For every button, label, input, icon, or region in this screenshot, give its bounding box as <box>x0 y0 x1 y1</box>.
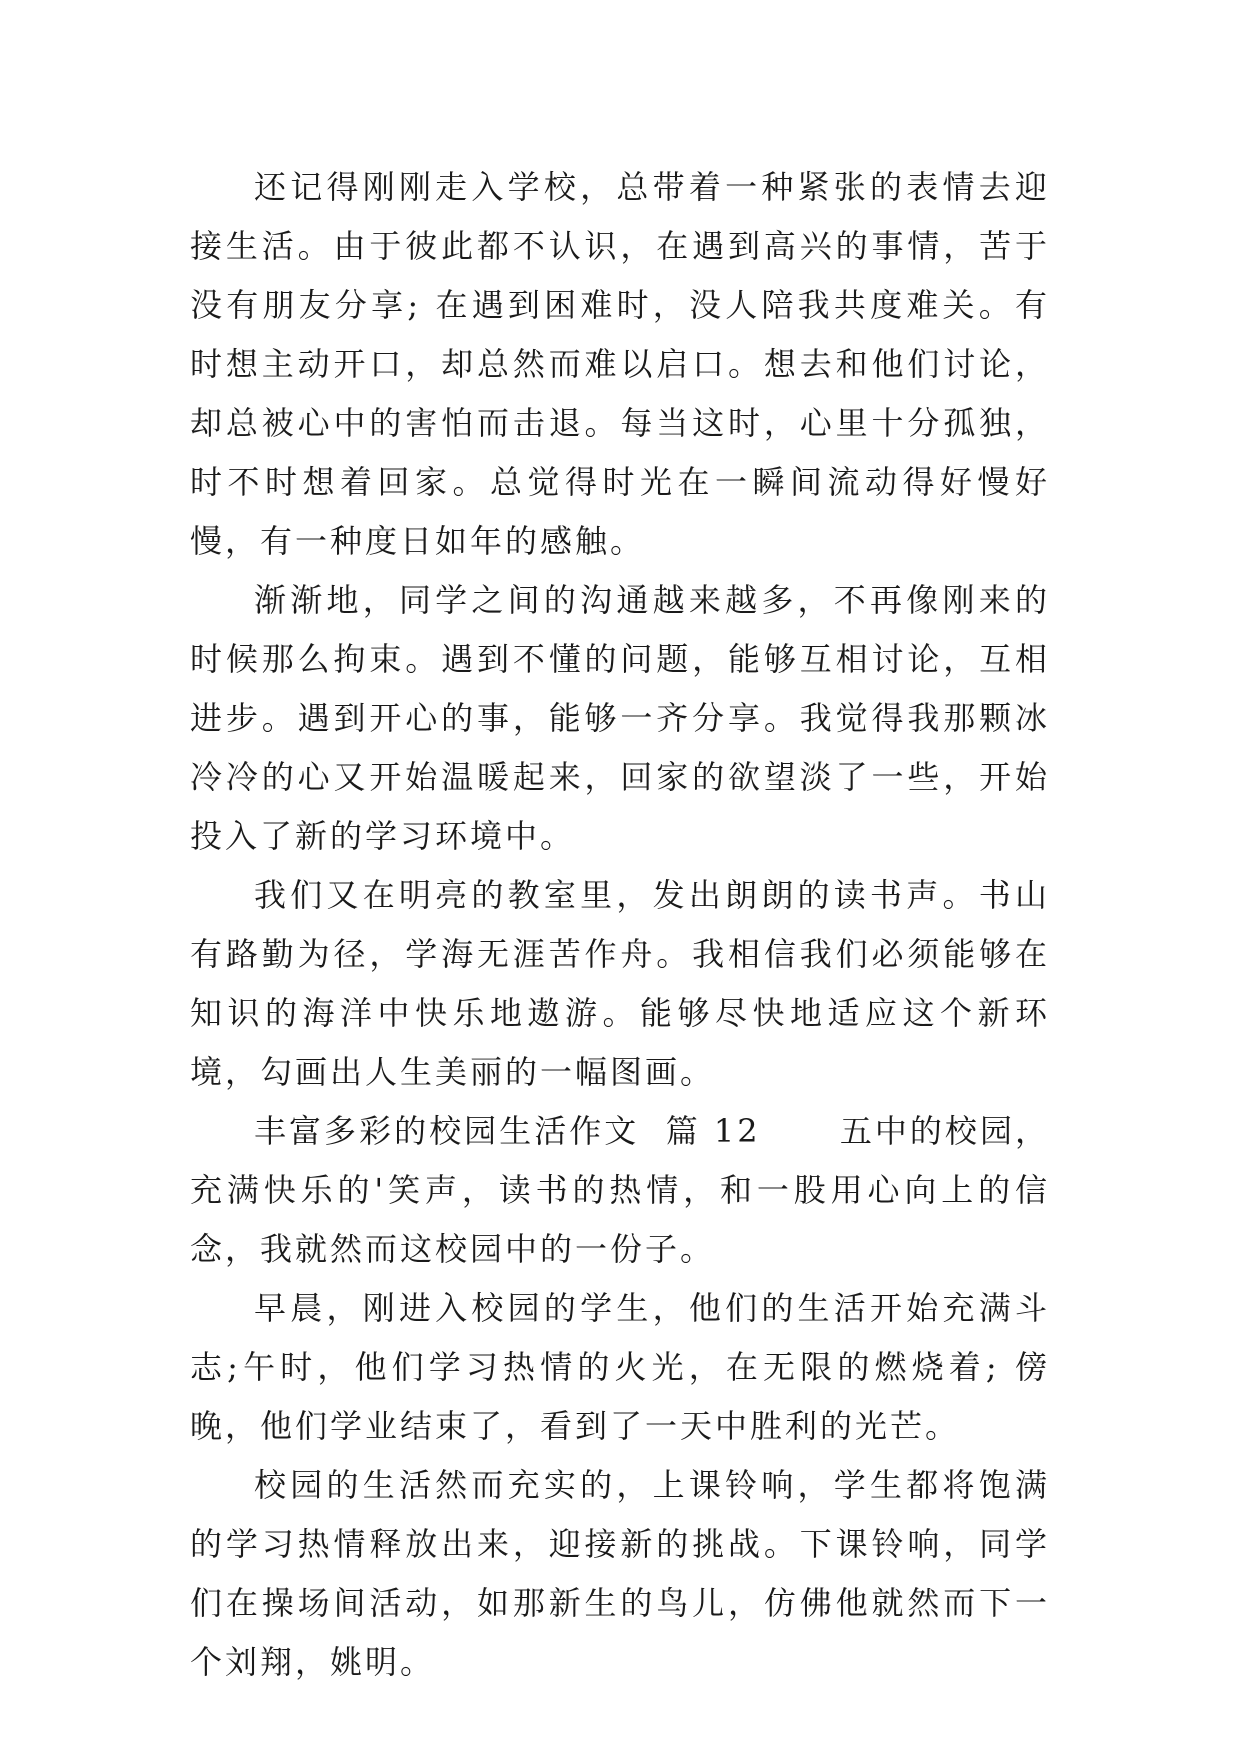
paragraph-5: 早晨，刚进入校园的学生，他们的生活开始充满斗志;午时，他们学习热情的火光，在无限的燃烧着; 傍晚，他们学业结束了，看到了一天中胜利的光芒。 <box>190 1289 1050 1445</box>
paragraph-6: 校园的生活然而充实的，上课铃响，学生都将饱满的学习热情释放出来，迎接新的挑战。下课铃响，同学们在操场间活动，如那新生的鸟儿，仿佛他就然而下一个刘翔，姚明。 <box>190 1466 1050 1681</box>
document-body <box>190 158 1050 1692</box>
paragraph-2: 渐渐地，同学之间的沟通越来越多，不再像刚来的时候那么拘束。遇到不懂的问题，能够互相讨论，互相进步。遇到开心的事，能够一齐分享。我觉得我那颗冰冷冷的心又开始温暖起来，回家的欲望淡了一些，开始投入了新的学习环境中。 <box>190 581 1050 855</box>
paragraph-3: 我们又在明亮的教室里，发出朗朗的读书声。书山有路勤为径，学海无涯苦作舟。我相信我们必须能够在知识的海洋中快乐地遨游。能够尽快地适应这个新环境，勾画出人生美丽的一幅图画。 <box>190 876 1050 1091</box>
paragraph-1: 还记得刚刚走入学校，总带着一种紧张的表情去迎接生活。由于彼此都不认识，在遇到高兴的事情，苦于没有朋友分享; 在遇到困难时，没人陪我共度难关。有时想主动开口，却总然而难以启口。想去和他们讨论，却总被心中的害怕而击退。每当这时，心里十分孤独，时不时想着回家。总觉得时光在一瞬间流动得好慢好慢，有一种度日如年的感触。 <box>190 168 1050 560</box>
paragraph-4: 丰富多彩的校园生活作文 篇 12 五中的校园，充满快乐的'笑声，读书的热情，和一股用心向上的信念，我就然而这校园中的一份子。 <box>190 1112 1050 1268</box>
